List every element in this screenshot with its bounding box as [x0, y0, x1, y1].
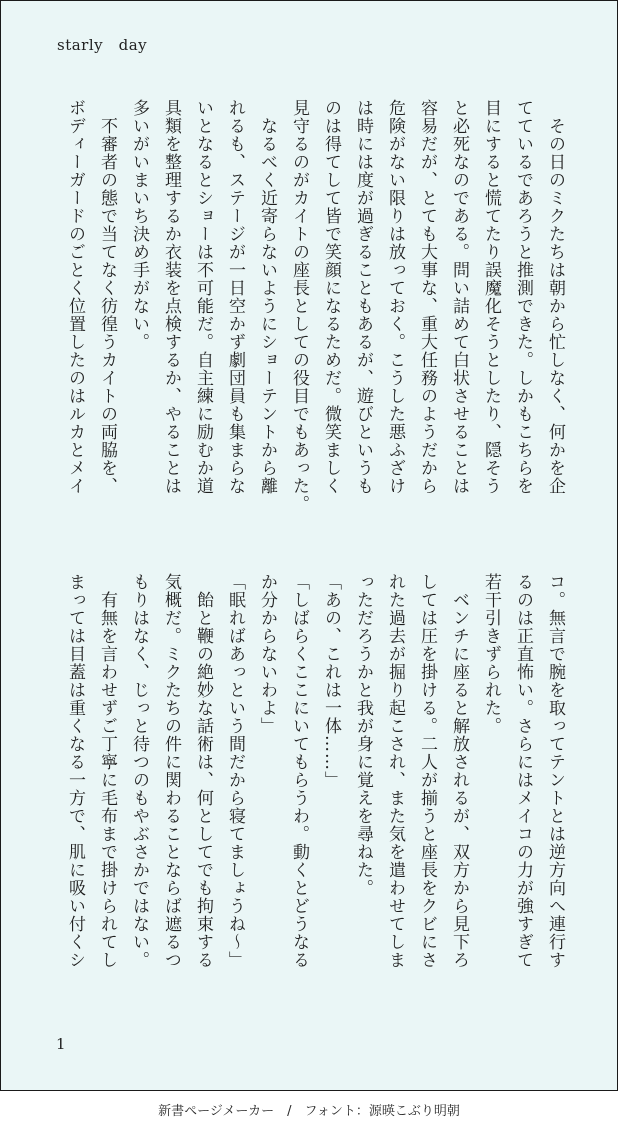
text-line: 若干引きずられた。 [481, 573, 501, 735]
text-line: なるべく近寄らないようにショーテントから離 [257, 99, 277, 495]
text-line: 目にすると慌てたり誤魔化そうとしたり、隠そう [481, 99, 501, 495]
text-line: てているであろうと推測できた。しかもこちらを [513, 99, 533, 495]
text-line: っただろうかと我が身に覚えを尋ねた。 [353, 573, 373, 897]
text-line: 具類を整理するか衣装を点検するか、やることは [161, 99, 181, 495]
text-line: その日のミクたちは朝から忙しなく、何かを企 [545, 99, 565, 495]
text-line: もりはなく、じっと待つのもやぶさかではない。 [129, 573, 149, 969]
text-line: 「眠ればあっという間だから寝てましょうね～」 [225, 573, 245, 969]
text-line: 多いがいまいち決め手がない。 [129, 99, 149, 351]
vertical-text-bottom [65, 573, 571, 1001]
text-line: しては圧を掛ける。二人が揃うと座長をクビにさ [417, 573, 437, 969]
text-line: 容易だが、とても大事な、重大任務のようだから [417, 99, 437, 495]
text-block-bottom [65, 573, 571, 1001]
text-line: 見守るのがカイトの座長としての役目でもあった。 [289, 99, 309, 513]
text-line: 「あの、これは一体……」 [321, 573, 341, 789]
text-line: 飴と鞭の絶妙な話術は、何としてでも拘束する [193, 573, 213, 969]
text-line: るのは正直怖い。さらにはメイコの力が強すぎて [513, 573, 533, 969]
text-block-top [65, 99, 571, 527]
text-line: コ。無言で腕を取ってテントとは逆方向へ連行す [545, 573, 565, 969]
text-line: のは得てして皆で笑顔になるためだ。微笑ましく [321, 99, 341, 495]
vertical-text-top [65, 99, 571, 527]
text-line: 有無を言わせずご丁寧に毛布まで掛けられてし [97, 573, 117, 969]
text-line: 不審者の態で当てなく彷徨うカイトの両脇を、 [97, 99, 117, 495]
text-line: か分からないわよ」 [257, 573, 277, 735]
text-line: ベンチに座ると解放されるが、双方から見下ろ [449, 573, 469, 969]
text-line: 気概だ。ミクたちの件に関わることならば遮るつ [161, 573, 181, 969]
text-line: れた過去が掘り起こされ、また気を遣わせてしま [385, 573, 405, 969]
text-line: 「しばらくここにいてもらうわ。動くとどうなる [289, 573, 309, 969]
footer-credit: 新書ページメーカー / フォント：源暎こぶり明朝 [158, 1104, 460, 1119]
text-line: いとなるとショーは不可能だ。自主練に励むか道 [193, 99, 213, 495]
page-number: 1 [56, 1035, 66, 1053]
text-line: 危険がない限りは放っておく。こうした悪ふざけ [385, 99, 405, 495]
text-line: と必死なのである。問い詰めて白状させることは [449, 99, 469, 495]
text-line: まっては目蓋は重くなる一方で、肌に吸い付くシ [65, 573, 85, 969]
text-line: れるも、ステージが一日空かず劇団員も集まらな [225, 99, 245, 495]
text-line: ボディーガードのごとく位置したのはルカとメイ [65, 99, 85, 495]
page-header-title: starly day [57, 36, 148, 54]
text-line: は時には度が過ぎることもあるが、遊びというも [353, 99, 373, 495]
